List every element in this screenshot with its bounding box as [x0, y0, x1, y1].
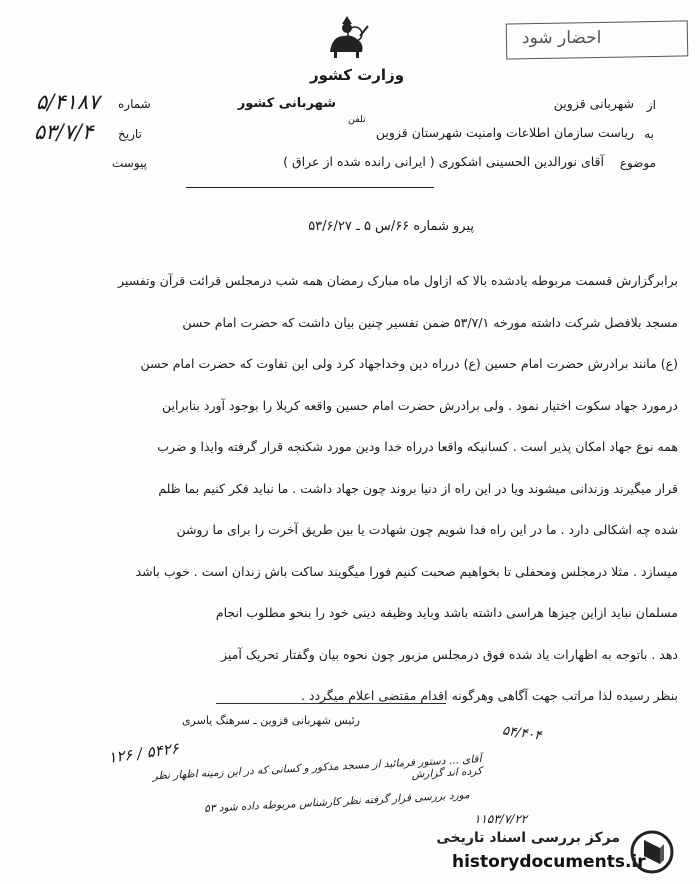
number-label: شماره — [118, 97, 151, 111]
body-line: میسازد . مثلا درمجلس ومحفلی تا بخواهیم صحبت کنیم فورا میگویند ساکت باش زندان است . خوب باشد — [135, 563, 678, 579]
from-value: شهربانی قزوین — [553, 96, 634, 111]
attachment-label: پیوست — [112, 156, 147, 170]
from-label: از — [646, 98, 656, 112]
body-line: دهد . باتوجه به اظهارات یاد شده فوق درمجلس مزبور چون نحوه بیان وگفتار تحریک آمیز — [220, 646, 678, 662]
letter-date: ۵۳/۷/۴ — [34, 120, 94, 144]
archive-logo-icon — [630, 830, 674, 874]
body-line: بنظر رسیده لذا مراتب جهت آگاهی وهرگونه اقدام مقتضی اعلام میگردد . — [300, 688, 678, 703]
body-line: درمورد جهاد سکوت اختیار نمود . ولی برادرش حضرت امام حسین واقعه کربلا را بوجود آورد بنابراین — [162, 397, 678, 413]
to-label: به — [644, 127, 654, 141]
to-value: ریاست سازمان اطلاعات وامنیت شهرستان قزوین — [375, 125, 634, 140]
body-line: قرار میگیرند وزندانی میشوند ویا در این راه از دنیا بروند چون جهاد داشت . ما نباید فکر کنیم بما ظلم — [158, 480, 678, 496]
separator-line — [186, 187, 434, 188]
body-line: شده چه اشکالی دارد . ما در این راه فدا شویم چون شهادت یا بین طریق آخرت را برای ما روشن — [176, 522, 678, 537]
body-line: (ع) مانند برادرش حضرت امام حسین (ع) درراه دین وخداجهاد کرد ولی این تفاوت که حضرت امام حسن — [140, 356, 678, 371]
annotation-instruction: آقای ... دستور فرمائید از مسجد مذکور و کسانی که در این زمینه اظهار نظر کرده اند گزارش — [152, 753, 483, 783]
watermark-org: مرکز بررسی اسناد تاریخی — [436, 830, 620, 846]
letter-body — [42, 260, 678, 717]
letter-number: ۵/۴۱۸۷ — [36, 90, 100, 114]
lion-and-sun-emblem-icon — [322, 14, 372, 62]
stamp-text: احضار شود — [522, 28, 602, 48]
body-line: برابرگزارش قسمت مربوطه یادشده بالا که ازاول ماه مبارک رمضان همه شب درمجلس قرائت قرآن وتفسیر — [118, 273, 678, 288]
watermark-url: historydocuments.ir — [452, 852, 646, 872]
subject-label: موضوع — [619, 156, 656, 170]
urgent-stamp — [462, 18, 690, 62]
reference-line: پیرو شماره ۶۶/س ۵ ـ ۵۳/۶/۲۷ — [308, 219, 474, 234]
signature-line — [216, 703, 446, 704]
to-note: تلفن — [348, 114, 366, 125]
signature-number: ۵۴/۴۰۴ — [501, 723, 543, 744]
body-line: مسلمان نباید ازاین چیزها هراسی داشته باشد وباید وظیفه دینی خود را بنحو مطلوب انجام — [215, 605, 678, 620]
body-line: همه نوع جهاد امکان پذیر است . کسانیکه واقعا درراه خدا ودین مورد شکنجه قرار گرفته وایذا و ضرب — [157, 439, 678, 454]
signature-title: رئیس شهربانی قزوین ـ سرهنگ یاسری — [181, 714, 360, 727]
annotation-ref: ۵۴۲۶ / ۱۲۶ — [107, 739, 180, 767]
date-label: تاریخ — [118, 127, 142, 141]
annotation-date: ۱۱۵۳/۷/۲۲ — [474, 812, 528, 826]
office-title: شهربانی کشور — [237, 96, 336, 111]
annotation-review: مورد بررسی قرار گرفته نظر کارشناس مربوطه داده شود ۵۳ — [203, 789, 471, 815]
subject-value: آقای نورالدین الحسینی اشکوری ( ایرانی رانده شده از عراق ) — [283, 154, 604, 169]
body-line: مسجد بلافصل شرکت داشته مورخه ۵۳/۷/۱ ضمن تفسیر چنین بیان داشت که حضرت امام حسن — [182, 314, 678, 330]
ministry-title: وزارت کشور — [309, 66, 405, 84]
